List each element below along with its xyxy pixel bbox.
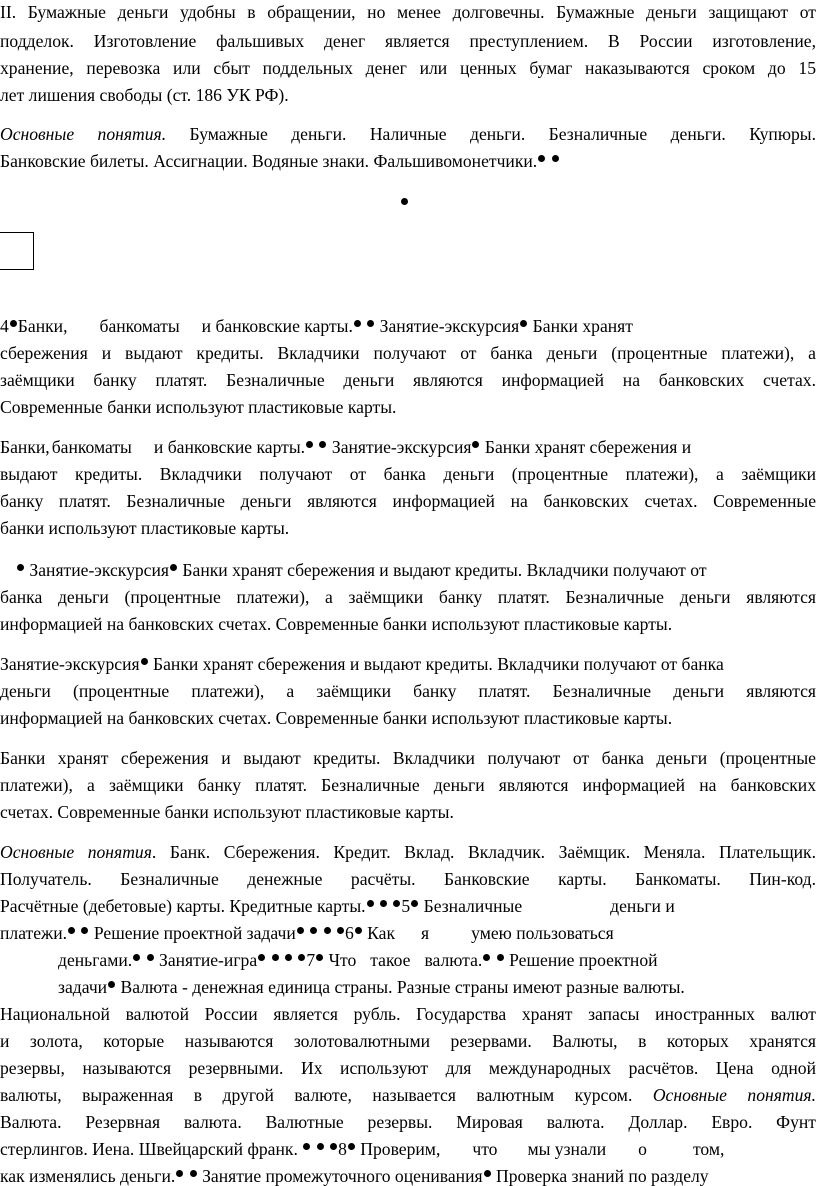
text-span: Безналичные (423, 896, 523, 916)
text-span: Проверка знаний по разделу (496, 1166, 709, 1186)
number: 7 (306, 950, 316, 970)
bullet-icon (310, 927, 317, 934)
text-span: задачи (58, 977, 108, 997)
bullet-icon (393, 900, 400, 907)
text-span: Валюта - денежная единица страны. Разные страны имеют разные валюты. (120, 977, 685, 997)
text-span: Как (367, 923, 396, 943)
text-line: лет лишения свободы (ст. 186 УК РФ). (0, 85, 289, 105)
text-line: выдают кредиты. Вкладчики получают от банка деньги (процентные платежи), а заёмщики (0, 464, 816, 484)
bullet-icon (170, 564, 177, 571)
text-span: банкоматы (99, 316, 180, 336)
concepts-line (0, 1087, 816, 1105)
text-span: деньги и (610, 896, 675, 916)
heading-line (58, 952, 658, 970)
text-span: и банковские карты. (153, 437, 306, 457)
heading-line (0, 656, 724, 674)
bullet-icon (272, 954, 279, 961)
text-span: умею пользоваться (471, 923, 614, 943)
text-span: Занятие-экскурсия (331, 437, 472, 457)
bullet-icon (484, 1170, 491, 1177)
text-span: Банки хранят сбережения и выдают кредиты. Вкладчики получают от (182, 560, 707, 580)
text-span: Занятие-экскурсия (0, 654, 140, 674)
bullet-icon (380, 900, 387, 907)
text-line: сбережения и выдают кредиты. Вкладчики получают от банка деньги (процентные платежи), а (0, 343, 816, 363)
bullet-icon (355, 927, 362, 934)
text-span: валюты, выраженная в другой валюте, называется валютным курсом. (0, 1085, 633, 1105)
concepts-line (0, 126, 816, 144)
bullet-icon (330, 1143, 337, 1150)
bullet-icon (348, 1143, 355, 1150)
bullet-icon (401, 198, 408, 205)
text-span: Бумажные деньги. Наличные деньги. Безналичные деньги. Купюры. (189, 124, 816, 144)
text-span: Банки хранят сбережения и выдают кредиты. Вкладчики получают от банка (153, 654, 724, 674)
text-span: Банки хранят (532, 316, 633, 336)
bullet-icon (316, 954, 323, 961)
bullet-icon (303, 1143, 310, 1150)
number: 6 (344, 923, 354, 943)
bullet-icon (367, 900, 374, 907)
heading-line (58, 979, 685, 997)
text-line: резервы, называются резервными. Их используют для международных расчётов. Цена одной (0, 1058, 816, 1078)
bullet-icon (337, 927, 344, 934)
bullet-icon (298, 954, 305, 961)
text-span: и банковские карты. (201, 316, 353, 336)
bullet-icon (354, 320, 361, 327)
text-span: . Банк. Сбережения. Кредит. Вклад. Вкладчик. Заёмщик. Меняла. Плательщик. (151, 842, 816, 862)
text-span: такое (370, 950, 411, 970)
concepts-line (0, 844, 816, 862)
bullet-icon (81, 927, 88, 934)
text-span: о (638, 1139, 647, 1159)
heading-line (0, 1168, 709, 1186)
text-line: Получатель. Безналичные денежные расчёты. Банковские карты. Банкоматы. Пин-код. (0, 869, 816, 889)
text-line: Валюта. Резервная валюта. Валютные резервы. Мировая валюта. Доллар. Евро. Фунт (0, 1112, 816, 1132)
text-span: том, (692, 1139, 725, 1159)
text-line: подделок. Изготовление фальшивых денег является преступлением. В России изготовление, (0, 31, 816, 51)
bullet-icon (190, 1170, 197, 1177)
text-span: Решение проектной задачи (93, 923, 296, 943)
bullet-icon (258, 954, 265, 961)
text-span: Банки хранят сбережения и (484, 437, 692, 457)
bullet-icon (497, 954, 504, 961)
text-span: платежи. (0, 923, 68, 943)
heading-line (0, 898, 675, 916)
text-line: Банки хранят сбережения и выдают кредиты. Вкладчики получают от банка деньги (процентные (0, 748, 816, 768)
bullet-icon (68, 927, 75, 934)
text-line: банки используют пластиковые карты. (0, 518, 290, 538)
text-line: хранение, перевозка или сбыт поддельных денег или ценных бумаг наказываются сроком до 15 (0, 58, 816, 78)
text-span: Решение проектной (509, 950, 658, 970)
bullet-icon (297, 927, 304, 934)
heading-line (0, 318, 633, 336)
concepts-label: Основные понятия. (652, 1085, 816, 1105)
bullet-icon (147, 954, 154, 961)
concepts-label: Основные понятия (0, 842, 152, 862)
text-span: Банки, (17, 316, 68, 336)
text-span: Что (328, 950, 357, 970)
text-span: Банки, (0, 437, 50, 457)
number: 4 (0, 316, 9, 336)
text-line: Современные банки используют пластиковые карты. (0, 397, 397, 417)
bullet-icon (520, 320, 527, 327)
empty-box (0, 232, 34, 270)
text-span: я (421, 923, 430, 943)
text-span: Занятие-экскурсия (379, 316, 520, 336)
text-line: банку платят. Безналичные деньги являются информацией на банковских счетах. Современные (0, 491, 816, 511)
text-line: заёмщики банку платят. Безналичные деньги являются информацией на банковских счетах. (0, 370, 816, 390)
text-span: как изменялись деньги. (0, 1166, 176, 1186)
text-line: II. Бумажные деньги удобны в обращении, но менее долговечны. Бумажные деньги защищают от (0, 2, 816, 22)
text-span: Занятие-экскурсия (29, 560, 169, 580)
bullet-icon (285, 954, 292, 961)
heading-line (16, 562, 707, 580)
text-span: Занятие-игра (159, 950, 258, 970)
text-line: Национальной валютой России является рубль. Государства хранят запасы иностранных валют (0, 1004, 816, 1024)
bullet-icon (472, 441, 479, 448)
number: 8 (338, 1139, 347, 1159)
bullet-icon (483, 954, 490, 961)
heading-line (0, 925, 614, 943)
text-line: платежи), а заёмщики банку платят. Безналичные деньги являются информацией на банковских (0, 775, 816, 795)
text-line: счетах. Современные банки используют пластиковые карты. (0, 802, 454, 822)
text-span: валюта. (424, 950, 483, 970)
bullet-icon (411, 900, 418, 907)
concepts-label: Основные понятия. (0, 124, 167, 144)
bullet-icon (17, 564, 24, 571)
bullet-icon (133, 954, 140, 961)
text-span: Банковские билеты. Ассигнации. Водяные знаки. Фальшивомонетчики. (0, 151, 538, 171)
text-line: деньги (процентные платежи), а заёмщики банку платят. Безналичные деньги являются (0, 681, 816, 701)
text-span: банкоматы (51, 437, 132, 457)
text-span: Занятие промежуточного оценивания (202, 1166, 483, 1186)
bullet-icon (538, 155, 545, 162)
bullet-icon (141, 658, 148, 665)
text-span: Расчётные (дебетовые) карты. Кредитные карты. (0, 896, 366, 916)
bullet-icon (317, 1143, 324, 1150)
text-span: деньгами. (58, 950, 133, 970)
text-span: Проверим, (360, 1139, 441, 1159)
text-line: и золота, которые называются золотовалютными резервами. Валюты, в которых хранятся (0, 1031, 816, 1051)
bullet-icon (176, 1170, 183, 1177)
number: 5 (401, 896, 411, 916)
text-span: мы узнали (527, 1139, 607, 1159)
text-line: информацией на банковских счетах. Современные банки используют пластиковые карты. (0, 708, 673, 728)
bullet-icon (324, 927, 331, 934)
bullet-icon (10, 320, 17, 327)
bullet-icon (552, 155, 559, 162)
heading-line (0, 1141, 724, 1159)
text-line: информацией на банковских счетах. Современные банки используют пластиковые карты. (0, 614, 673, 634)
heading-line (0, 439, 691, 457)
concepts-line (0, 153, 560, 171)
bullet-icon (306, 441, 313, 448)
bullet-icon (108, 981, 115, 988)
bullet-icon (319, 441, 326, 448)
bullet-icon (367, 320, 374, 327)
text-span: что (472, 1139, 498, 1159)
text-line: банка деньги (процентные платежи), а заёмщики банку платят. Безналичные деньги являются (0, 587, 816, 607)
text-span: стерлингов. Иена. Швейцарский франк. (0, 1139, 298, 1159)
